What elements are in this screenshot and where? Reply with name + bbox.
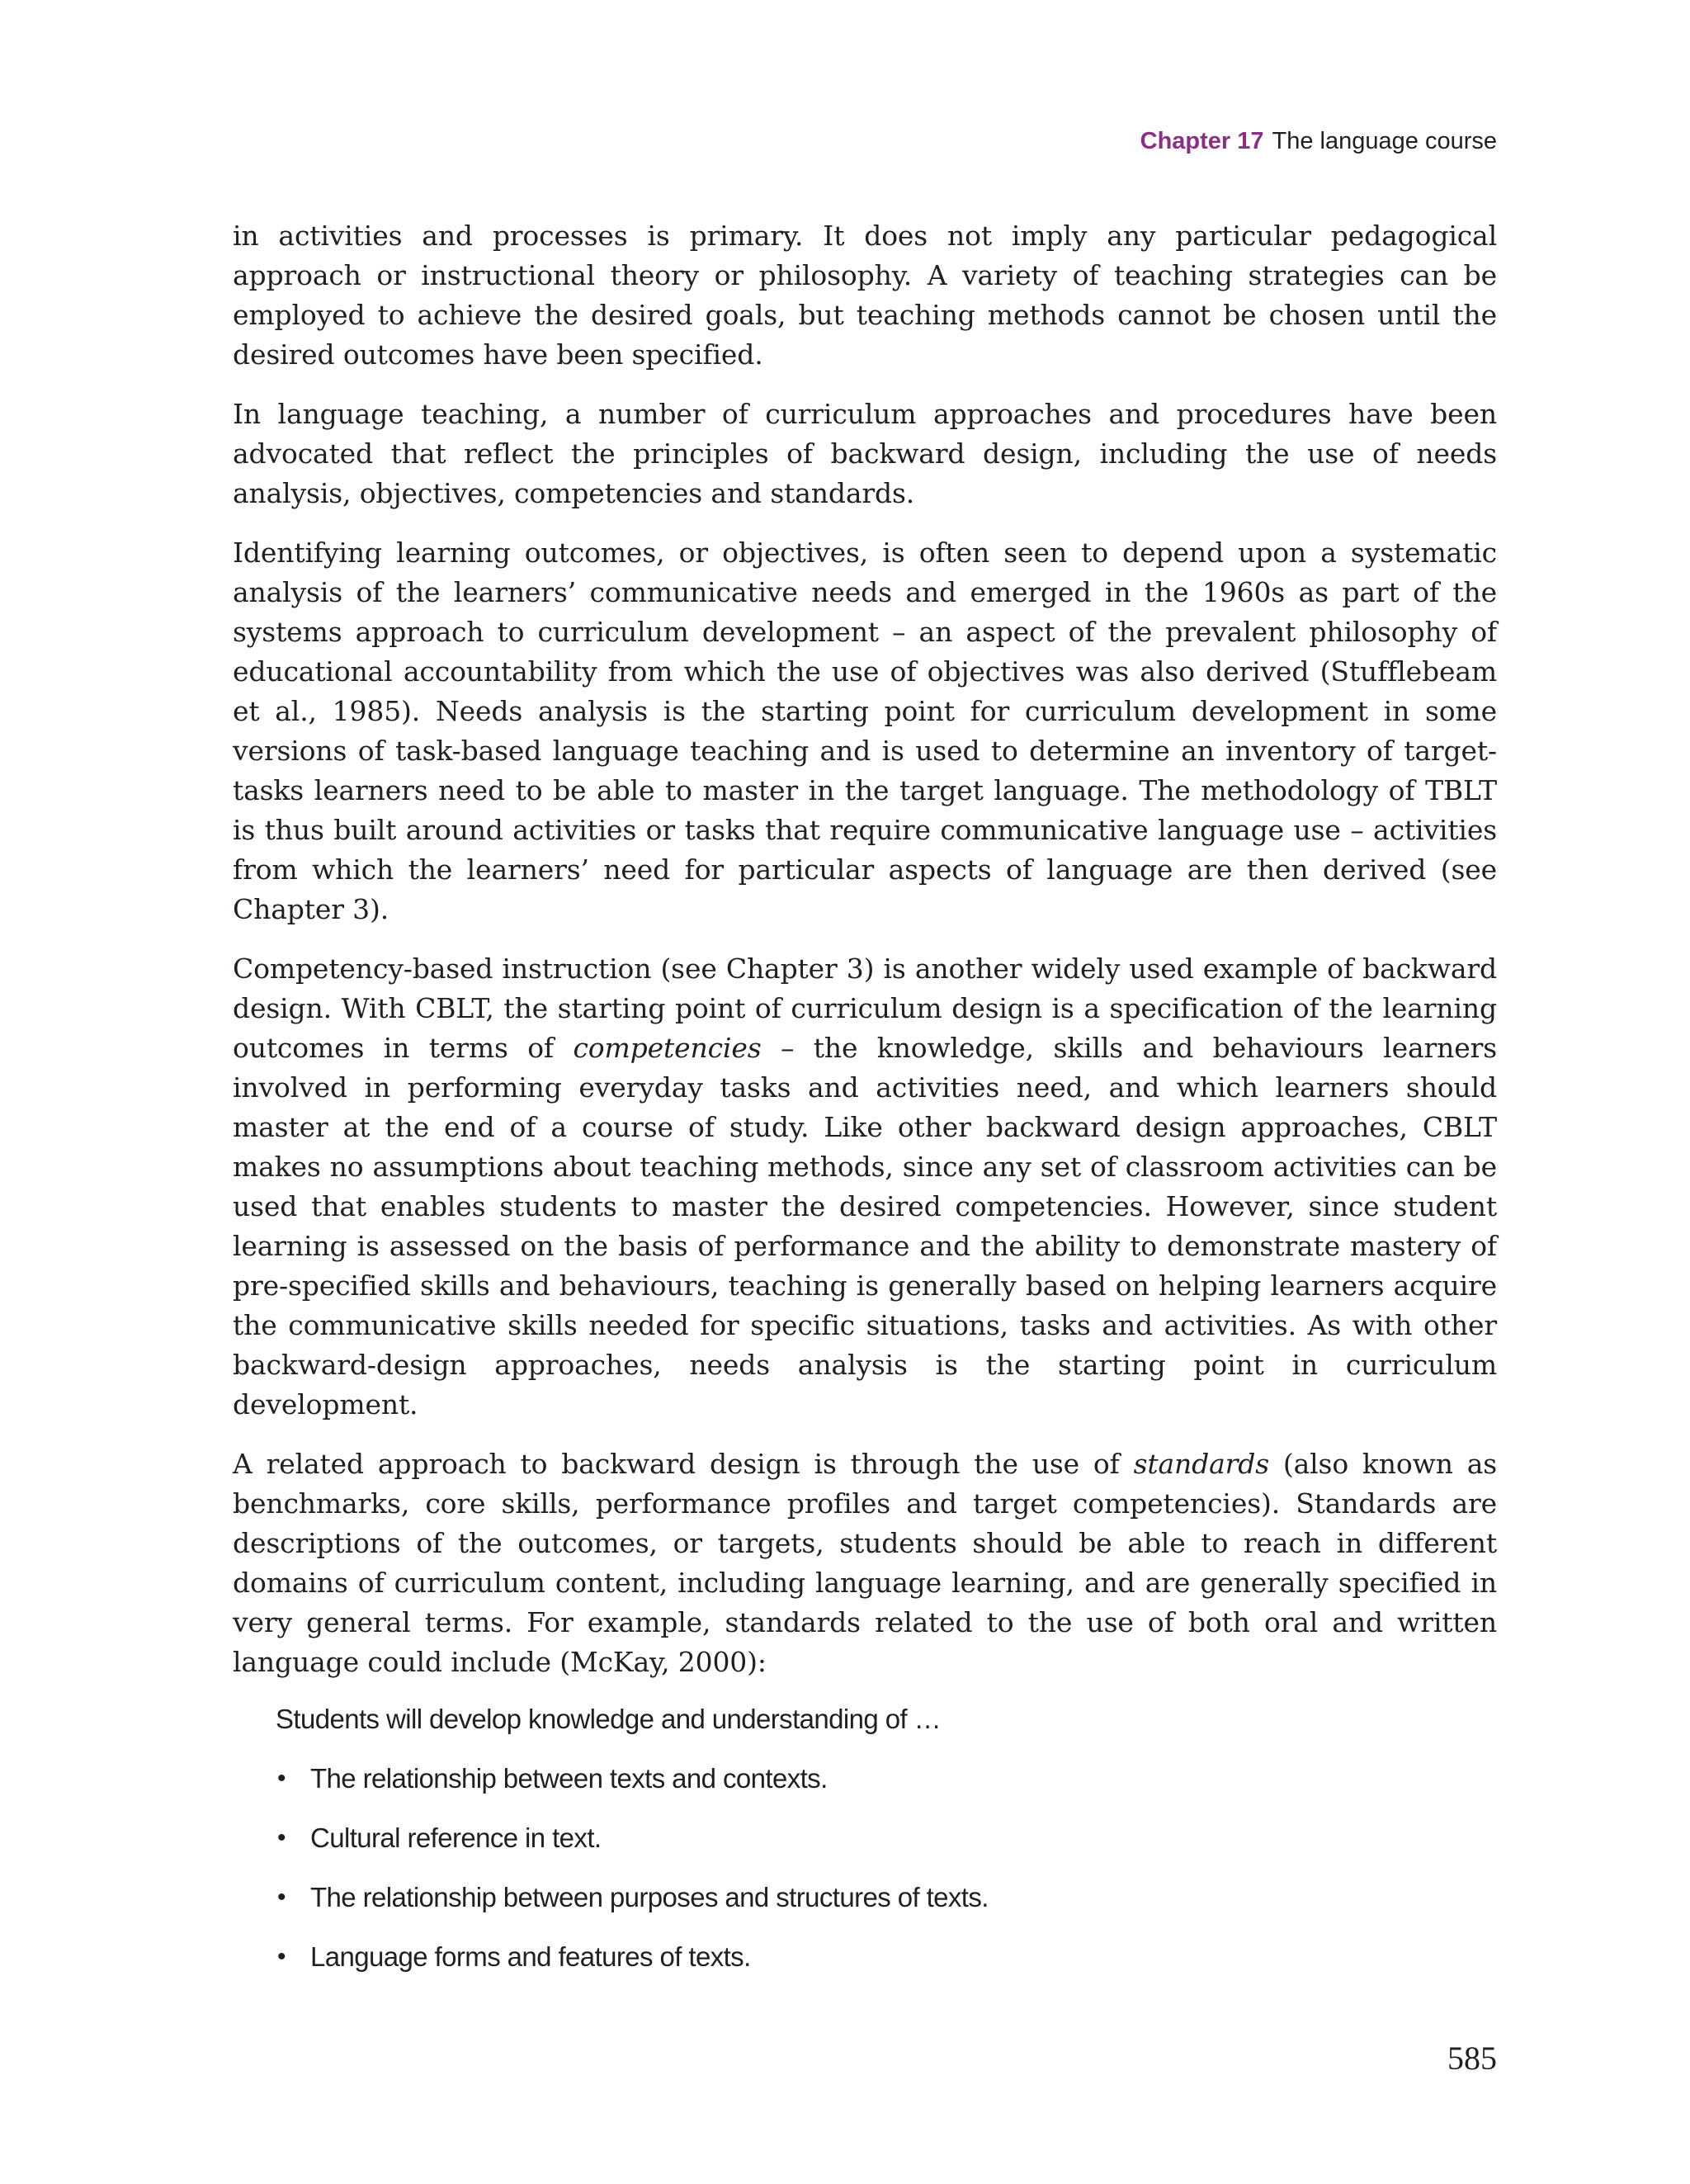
standards-term: standards <box>1133 1448 1269 1480</box>
paragraph-4-start: Competency-based instruction (see Chapter 3) is another widely used example of backward design. With CBLT, the starting point of curriculum design is a specification of the learning outcomes in terms of <box>233 953 1497 1064</box>
paragraph-4-end: – the knowledge, skills and behaviours learners involved in performing everyday tasks and activities need, and which learners should master at the end of a course of study. Like other backward design approaches, CBLT makes no assumptions about teaching methods, since any set of classroom activities can be used that enables students to master the desired competencies. However, since student learning is assessed on the basis of performance and the ability to demonstrate mastery of pre-specified skills and behaviours, teaching is generally based on helping learners acquire the communicative skills needed for specific situations, tasks and activities. As with other backward-design approaches, needs analysis is the starting point in curriculum development. <box>233 1032 1497 1421</box>
chapter-label: Chapter 17 <box>1140 128 1264 154</box>
paragraph-1: in activities and processes is primary. It does not imply any particular pedagogical approach or instructional theory or philosophy. A variety of teaching strategies can be employed to achieve the desired goals, but teaching methods cannot be chosen until the desired outcomes have been specified. <box>233 220 1497 371</box>
standards-quote <box>276 1702 1497 1974</box>
bullet-icon: • <box>277 1765 286 1792</box>
standards-intro: Students will develop knowledge and understanding of … <box>276 1704 941 1734</box>
list-item <box>276 1940 1497 1974</box>
paragraph-5-end: (also known as benchmarks, core skills, performance profiles and target competencies). Standards are descriptions of the outcomes, or targets, students should be able to reach in different domains of curriculum content, including language learning, and are generally specified in very general terms. For example, standards related to the use of both oral and written language could include (McKay, 2000): <box>233 1448 1498 1678</box>
paragraph-3: Identifying learning outcomes, or objectives, is often seen to depend upon a systematic analysis of the learners’ communicative needs and emerged in the 1960s as part of the systems approach to curriculum development – an aspect of the prevalent philosophy of educational accountability from which the use of objectives was also derived (Stufflebeam et al., 1985). Needs analysis is the starting point for curriculum development in some versions of task-based language teaching and is used to determine an inventory of target-tasks learners need to be able to master in the target language. The methodology of TBLT is thus built around activities or tasks that require communicative language use – activities from which the learners’ need for particular aspects of language are then derived (see Chapter 3). <box>233 537 1497 925</box>
paragraph-2: In language teaching, a number of curriculum approaches and procedures have been advocated that reflect the principles of backward design, including the use of needs analysis, objectives, competencies and standards. <box>233 398 1497 509</box>
body-text <box>233 216 1497 1999</box>
list-item-text: Language forms and features of texts. <box>310 1941 751 1972</box>
bullet-icon: • <box>277 1943 286 1970</box>
paragraph-5-start: A related approach to backward design is through the use of <box>233 1448 1134 1480</box>
page-number: 585 <box>1447 2040 1497 2077</box>
list-item <box>276 1821 1497 1855</box>
list-item-text: Cultural reference in text. <box>310 1822 602 1853</box>
list-item-text: The relationship between texts and contexts. <box>310 1763 828 1794</box>
paragraph-4 <box>233 949 1497 1425</box>
chapter-title: The language course <box>1272 128 1497 154</box>
competencies-term: competencies <box>573 1032 762 1064</box>
bullet-icon: • <box>277 1884 286 1911</box>
list-item-text: The relationship between purposes and structures of texts. <box>310 1882 989 1912</box>
bullet-icon: • <box>277 1824 286 1851</box>
standards-bullet-list <box>276 1761 1497 1974</box>
paragraph-5 <box>233 1444 1497 1682</box>
book-page <box>233 0 1497 2184</box>
list-item <box>276 1880 1497 1915</box>
running-head <box>1140 126 1497 156</box>
list-item <box>276 1761 1497 1796</box>
